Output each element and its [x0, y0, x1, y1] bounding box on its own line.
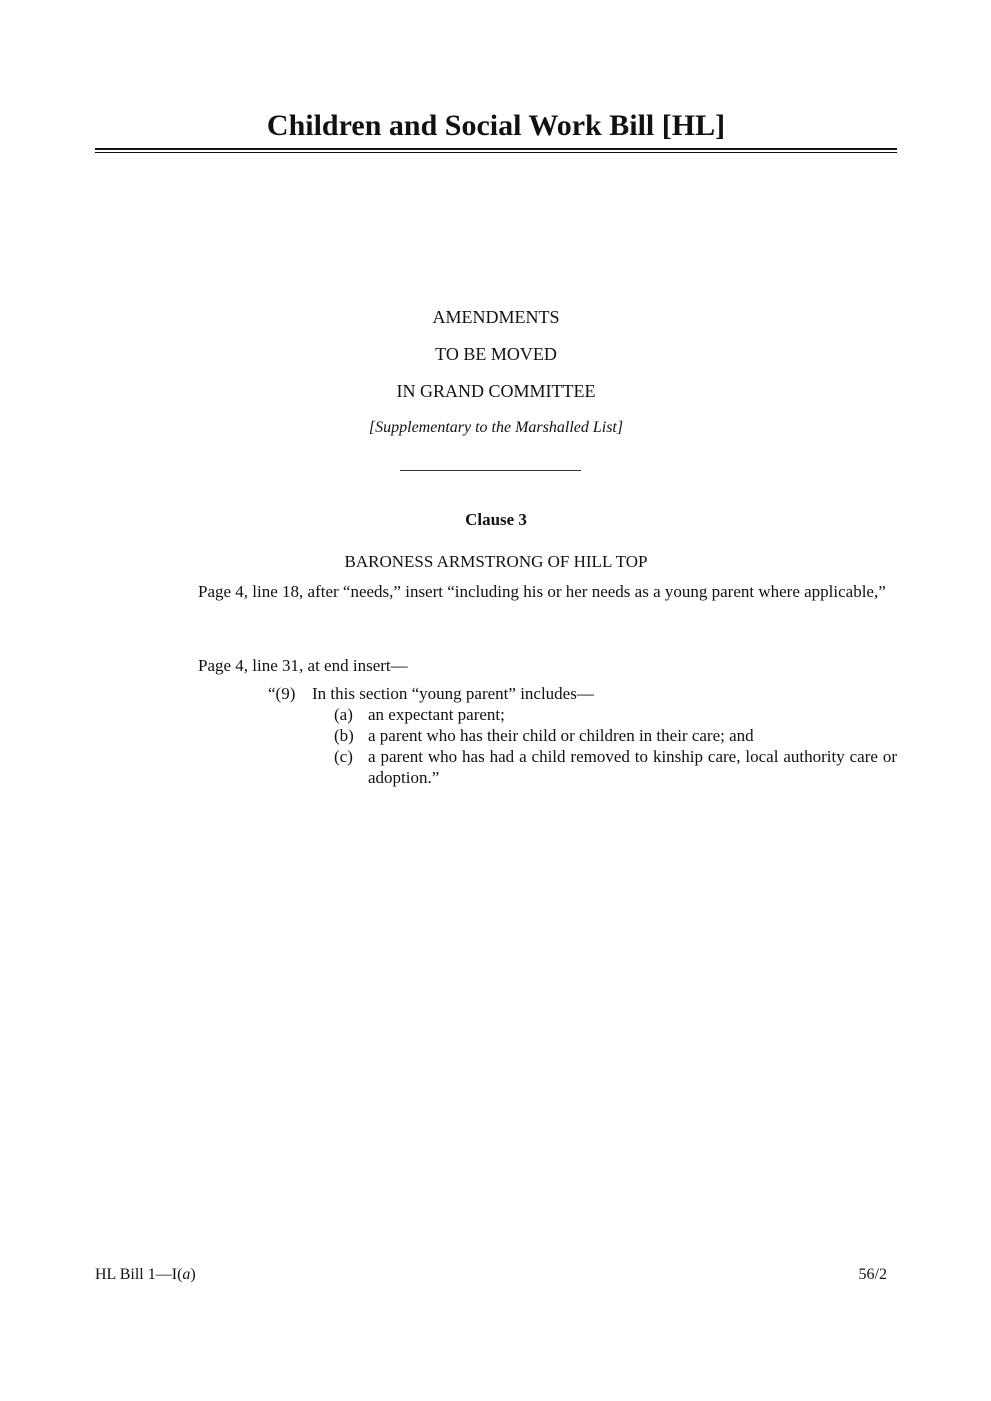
- list-item: [334, 746, 897, 788]
- subsection-number: “(9): [268, 684, 296, 703]
- bill-ref-prefix: HL Bill 1—I(: [95, 1266, 183, 1283]
- list-item-text: a parent who has their child or children in their care; and: [368, 726, 754, 745]
- list-item-label: (c): [334, 747, 353, 766]
- list-item-text: an expectant parent;: [368, 705, 505, 724]
- clause-heading: Clause 3: [465, 510, 527, 529]
- section-divider: [400, 470, 581, 471]
- list-item: [334, 704, 897, 725]
- list-item-text: a parent who has had a child removed to kinship care, local authority care or adoption.”: [368, 747, 897, 787]
- list-item-label: (b): [334, 726, 354, 745]
- amendment-1: Page 4, line 18, after “needs,” insert “including his or her needs as a young parent where applicable,”: [198, 582, 886, 601]
- subsection-text: In this section “young parent” includes—: [312, 684, 594, 703]
- bill-reference: [95, 1265, 196, 1285]
- title-rule-thin: [95, 152, 897, 153]
- heading-grand-committee: IN GRAND COMMITTEE: [396, 381, 596, 401]
- heading-to-be-moved: TO BE MOVED: [435, 344, 557, 364]
- document-title: Children and Social Work Bill [HL]: [266, 109, 726, 142]
- bill-ref-suffix: ): [190, 1266, 196, 1283]
- bill-ref-italic: a: [182, 1266, 191, 1283]
- list-item-label: (a): [334, 705, 353, 724]
- list-item: [334, 725, 897, 746]
- subsection-9: [268, 683, 594, 704]
- heading-amendments: AMENDMENTS: [432, 307, 560, 327]
- amendment-2-intro: Page 4, line 31, at end insert—: [198, 656, 408, 675]
- member-name: BARONESS ARMSTRONG OF HILL TOP: [344, 552, 648, 571]
- page-reference: 56/2: [858, 1266, 887, 1283]
- supplementary-note: [Supplementary to the Marshalled List]: [368, 419, 624, 436]
- title-rule-thick: [95, 148, 897, 150]
